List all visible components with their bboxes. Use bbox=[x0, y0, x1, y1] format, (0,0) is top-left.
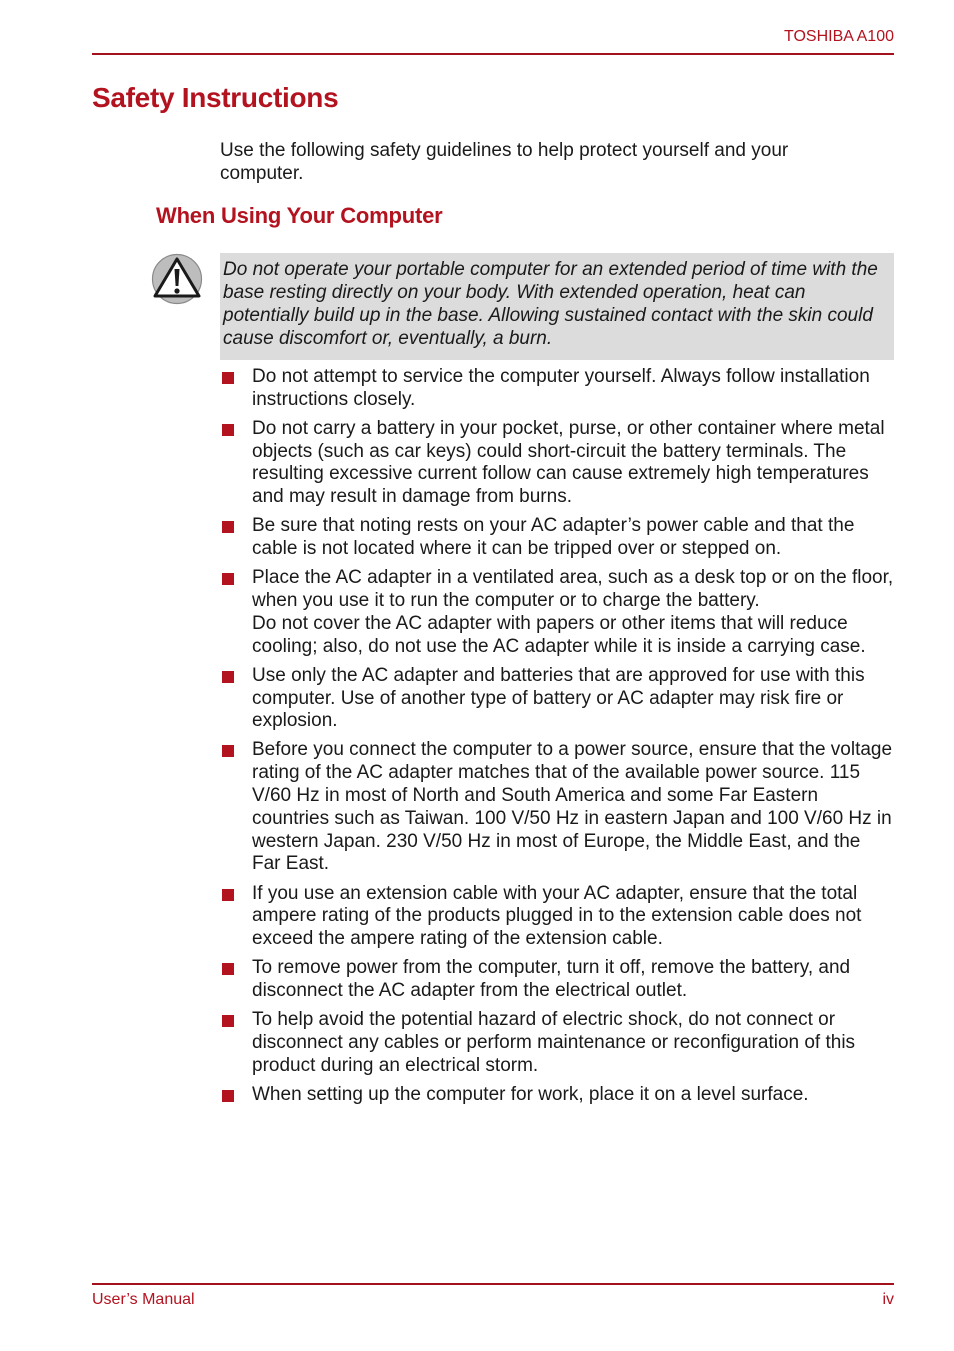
footer-page-number: iv bbox=[882, 1291, 894, 1308]
list-item bbox=[220, 883, 894, 951]
bullet-square-icon bbox=[222, 745, 234, 757]
list-item-text: Place the AC adapter in a ventilated area, such as a desk top or on the floor, when you use it to run the computer or to charge the battery. bbox=[252, 567, 894, 612]
footer-rule bbox=[92, 1283, 894, 1285]
section-title: When Using Your Computer bbox=[156, 203, 443, 228]
list-item-text: Use only the AC adapter and batteries that are approved for use with this computer. Use of another type of battery or AC adapter may risk fire or explosion. bbox=[252, 664, 865, 732]
list-item bbox=[220, 1009, 894, 1077]
list-item-text: Be sure that noting rests on your AC adapter’s power cable and that the cable is not located where it can be tripped over or stepped on. bbox=[252, 515, 855, 560]
header-rule bbox=[92, 53, 894, 55]
page-title: Safety Instructions bbox=[92, 82, 339, 113]
footer-manual-label: User’s Manual bbox=[92, 1291, 195, 1308]
list-item-text: To remove power from the computer, turn it off, remove the battery, and disconnect the AC adapter from the electrical outlet. bbox=[252, 957, 851, 1001]
bullet-square-icon bbox=[222, 963, 234, 975]
list-item bbox=[220, 567, 894, 658]
safety-bullet-list bbox=[220, 366, 894, 1113]
bullet-square-icon bbox=[222, 372, 234, 384]
bullet-square-icon bbox=[222, 1090, 234, 1102]
bullet-square-icon bbox=[222, 424, 234, 436]
list-item bbox=[220, 418, 894, 509]
list-item-text: If you use an extension cable with your AC adapter, ensure that the total ampere rating of the products plugged in to the extension cable does not exceed the ampere rating of the extension cable. bbox=[252, 882, 862, 950]
bullet-square-icon bbox=[222, 573, 234, 585]
list-item bbox=[220, 739, 894, 876]
bullet-square-icon bbox=[222, 889, 234, 901]
warning-text: Do not operate your portable computer for an extended period of time with the base resting directly on your body. With extended operation, heat can potentially build up in the base. Allowing sustained contact with the skin could cause discomfort or, eventually, a burn. bbox=[223, 259, 878, 349]
list-item-text: When setting up the computer for work, place it on a level surface. bbox=[252, 1083, 809, 1105]
intro-paragraph: Use the following safety guidelines to help protect yourself and your computer. bbox=[220, 140, 789, 184]
bullet-square-icon bbox=[222, 671, 234, 683]
header-brand: TOSHIBA A100 bbox=[784, 28, 894, 45]
list-item bbox=[220, 515, 894, 561]
list-item-text: To help avoid the potential hazard of electric shock, do not connect or disconnect any cables or perform maintenance or reconfiguration of this product during an electrical storm. bbox=[252, 1009, 856, 1076]
bullet-square-icon bbox=[222, 521, 234, 533]
list-item bbox=[220, 366, 894, 412]
list-item-text: Do not cover the AC adapter with papers or other items that will reduce cooling; also, do not use the AC adapter while it is inside a carrying case. bbox=[252, 612, 866, 657]
bullet-square-icon bbox=[222, 1015, 234, 1027]
list-item bbox=[220, 957, 894, 1003]
list-item bbox=[220, 1084, 894, 1107]
list-item bbox=[220, 665, 894, 733]
list-item-text: Before you connect the computer to a power source, ensure that the voltage rating of the AC adapter matches that of the available power source. 115 V/60 Hz in most of North and South America and some Far Eastern countries such as Taiwan. 100 V/50 Hz in eastern Japan and 100 V/60 Hz in western Japan. 230 V/50 Hz in most of Europe, the Middle East, and the Far East. bbox=[252, 739, 893, 875]
list-item-text: Do not carry a battery in your pocket, purse, or other container where metal objects (such as car keys) could short-circuit the battery terminals. The resulting excessive current follow can cause extremely high temperatures and may result in damage from burns. bbox=[252, 417, 885, 508]
warning-note bbox=[220, 253, 894, 360]
warning-triangle-icon bbox=[150, 253, 204, 305]
list-item-text: Do not attempt to service the computer yourself. Always follow installation instructions closely. bbox=[252, 366, 870, 410]
